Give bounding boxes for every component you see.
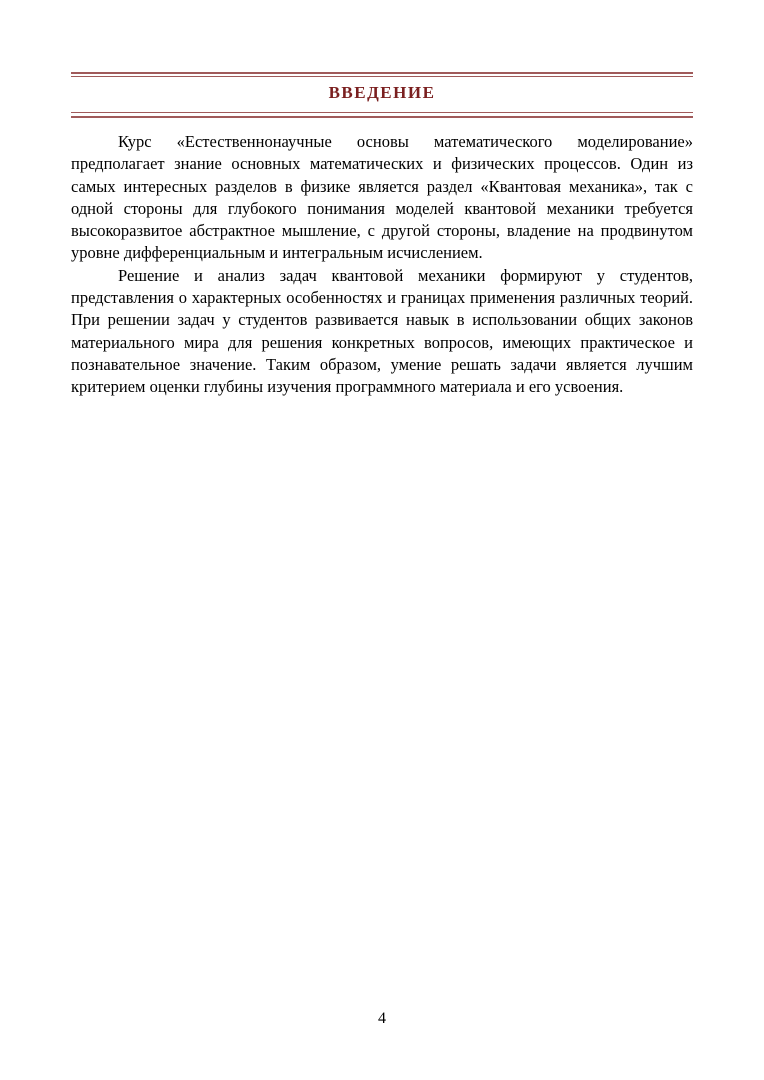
body-text (71, 131, 693, 399)
section-title: ВВЕДЕНИЕ (328, 83, 436, 102)
paragraph-2: Решение и анализ задач квантовой механики формируют у студентов, представления о характерных особенностях и границах применения различных теорий. При решении задач у студентов развивается навык в использовании общих законов материального мира для решения конкретных вопросов, имеющих практическое и познавательное значение. Таким образом, умение решать задачи является лучшим критерием оценки глубины изучения программного материала и его усвоения. (71, 265, 693, 397)
bottom-rule-thin (71, 112, 693, 113)
bottom-rule-thick (71, 116, 693, 118)
page-number: 4 (378, 1010, 386, 1027)
paragraph-1: Курс «Естественнонаучные основы математического моделирование» предполагает знание основных математических и физических процессов. Один из самых интересных разделов в физике является раздел «Квантовая механика», так с одной стороны для глубокого понимания моделей квантовой механики требуется высокоразвитое абстрактное мышление, с другой стороны, владение на продвинутом уровне дифференциальным и интегральным исчислением. (71, 132, 693, 263)
top-rule-thin (71, 76, 693, 77)
top-rule-thick (71, 72, 693, 74)
